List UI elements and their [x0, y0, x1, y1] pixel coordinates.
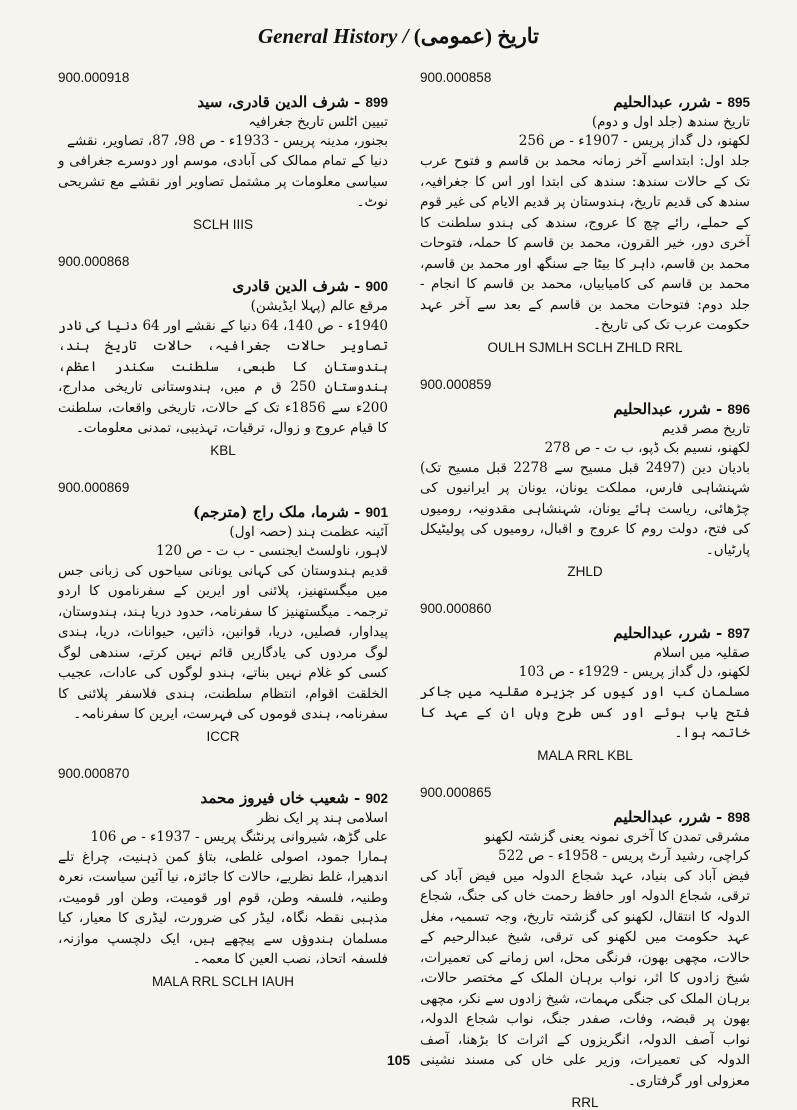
entry-heading: 896 - شرر، عبدالحلیم: [420, 400, 750, 418]
entry-author: شرف الدین قادری، سید: [197, 93, 348, 111]
entry-heading: 897 - شرر، عبدالحلیم: [420, 624, 750, 642]
catalog-entry-897: [420, 601, 750, 763]
library-codes: KBL: [58, 443, 388, 458]
accession-number: 900.000869: [58, 480, 388, 495]
entry-description: مسلمان کب اور کیوں کر جزیرہ صقلیہ میں جاکر فتح یاب ہوئے اور کس طرح وہاں ان کے عہد کا خاتمہ ہوا۔: [420, 682, 750, 744]
entry-author: شرر، عبدالحلیم: [613, 808, 710, 826]
entry-imprint: لکھنو، دل گداز پریس - 1907ء - ص 256: [420, 132, 750, 151]
entry-author: شرر، عبدالحلیم: [613, 400, 710, 418]
entry-title: مشرقی تمدن کا آخری نمونہ یعنی گزشتہ لکھنو: [420, 828, 750, 847]
entry-heading: 895 - شرر، عبدالحلیم: [420, 93, 750, 111]
entry-author: شرر، عبدالحلیم: [613, 93, 710, 111]
right-column: [420, 70, 750, 1030]
entry-description: بادیان دین (2497 قبل مسیح سے 2278 قبل مسیح تک) شہنشاہی فارس، مملکت یونان، یونان پر ایرانیوں کی چڑھائی، ریاست ہائے یونان، شہنشاہی مقدونیہ، رومیوں کی فتح، دولت روم کا عروج و اقبال، رومیوں کی پولیٹیکل پارٹیاں۔: [420, 458, 750, 561]
header-urdu: تاریخ (عمومی): [414, 24, 539, 48]
library-codes: MALA RRL KBL: [420, 748, 750, 763]
catalog-entry-902: [58, 766, 388, 989]
library-codes: ICCR: [58, 729, 388, 744]
entry-imprint: لکھنو، نسیم بک ڈپو، ب ت - ص 278: [420, 439, 750, 458]
entry-imprint: لکھنو، دل گداز پریس - 1929ء - ص 103: [420, 663, 750, 682]
accession-number: 900.000860: [420, 601, 750, 616]
page-number: 105: [0, 1052, 797, 1068]
entry-heading: 901 - شرما، ملک راج (مترجم): [58, 503, 388, 521]
accession-number: 900.000865: [420, 785, 750, 800]
library-codes: MALA RRL SCLH IAUH: [58, 974, 388, 989]
entry-heading: 900 - شرف الدین قادری: [58, 277, 388, 295]
entry-description: دنیا کے تمام ممالک کی آبادی، موسم اور دوسرے جغرافی و سیاسی معلومات پر مشتمل تصاویر اور نقشے مع تشریحی نوٹ۔: [58, 151, 388, 213]
entry-imprint: کراچی، رشید آرٹ پریس - 1958ء - ص 522: [420, 847, 750, 866]
catalog-entry-900: [58, 254, 388, 458]
library-codes: RRL: [420, 1095, 750, 1110]
entry-number: 900: [365, 279, 388, 294]
entry-title: آئینہ عظمت ہند (حصہ اول): [58, 523, 388, 542]
entry-description: قدیم ہندوستان کی کہانی یونانی سیاحوں کی زبانی جس میں میگستھنیز، پلائنی اور ایرین کے سفرناموں کا اردو ترجمہ۔ میگستھنیز کا سفرنامہ، حدود دریا ہند، ہندوستان، پیداوار، فصلیں، دریا، قوانین، ذاتیں، حیوانات، دریا، ہندی لوگ مردوں کی یادگاریں قائم نہیں کرتے، سندھی لوگ کسی کو غلام نہیں بناتے، ہندو لوگوں کی عادات، عجیب الخلقت اقوام، انتظام سلطنت، ہندی فلاسفر پلائنی کا سفرنامہ، ہندی قوموں کی فہرست، ایرین کا سفرنامہ۔: [58, 561, 388, 725]
library-codes: SCLH IIIS: [58, 217, 388, 232]
entry-author: شرف الدین قادری: [232, 277, 348, 295]
header-english: General History /: [258, 24, 409, 48]
entry-title: اسلامی ہند پر ایک نظر: [58, 809, 388, 828]
entry-imprint: علی گڑھ، شیروانی پرنٹنگ پریس - 1937ء - ص 106: [58, 828, 388, 847]
accession-number: 900.000918: [58, 70, 388, 85]
entry-number: 896: [727, 402, 750, 417]
entry-author: شرما، ملک راج (مترجم): [193, 503, 349, 521]
entry-title: تاریخ مصر قدیم: [420, 420, 750, 439]
entry-heading: 899 - شرف الدین قادری، سید: [58, 93, 388, 111]
entry-title: مرقع عالم (پہلا ایڈیشن): [58, 297, 388, 316]
entry-imprint: لاہور، ناولسٹ ایجنسی - ب ت - ص 120: [58, 542, 388, 561]
accession-number: 900.000858: [420, 70, 750, 85]
entry-number: 902: [365, 791, 388, 806]
catalog-entry-899: [58, 70, 388, 232]
entry-number: 898: [727, 810, 750, 825]
catalog-entry-896: [420, 377, 750, 580]
library-codes: ZHLD: [420, 564, 750, 579]
entry-description: فیض آباد کی بنیاد، عہد شجاع الدولہ میں فیض آباد کی ترقی، شجاع الدولہ اور حافظ رحمت خاں کی جنگ، شجاع الدولہ کا انتقال، لکھنو کی گزشتہ تاریخ، وجہ تسمیہ، مغل عہد حکومت میں لکھنو کی ترقی، شیخ عبدالرحیم کے حالات، مچھی بھون، فرنگی محل، اس زمانے کی تعمیرات، شیخ زادوں کا اثر، نواب برہان الملک کے مختصر حالات، برہان الملک کی جنگی مہمات، شیخ زادوں سے نکر، مچھی بھون پر قبضہ، وفات، صفدر جنگ، نواب شجاع الدولہ، نواب آصف الدولہ، انگریزوں کے اثرات کا بڑھنا، آصف الدولہ کی تعمیرات، وزیر علی خاں کی مسند نشینی معزولی اور گرفتاری۔: [420, 866, 750, 1092]
entry-description: 1940ء - ص 140، 64 دنیا کے نقشے اور 64 دنیا کی نادر تصاویر حالات جغرافیہ، حالات تاریخ ہند، ہندوستان کا طبعی، سلطنت سکندر اعظم، ہندوستان 250 ق م میں، ہندوستانی تاریخی مدارج، 200ء سے 1856ء تک کے حالات، تاریخی واقعات، سلطنت کا قیام عروج و زوال، ترقیات، تہذیبی، تمدنی معلومات۔: [58, 316, 388, 439]
accession-number: 900.000859: [420, 377, 750, 392]
entry-author: شرر، عبدالحلیم: [613, 624, 710, 642]
catalog-entry-901: [58, 480, 388, 744]
library-codes: OULH SJMLH SCLH ZHLD RRL: [420, 340, 750, 355]
entry-description: جلد اول: ابتداسے آخر زمانہ محمد بن قاسم و فتوح عرب تک کے حالات سندھ: سندھ کی ابتدا اور اس کا جغرافیہ، سندھ کی قدیم تاریخ، ہندوستان پر قدیم الایام کی غیر قوم کے حملے، رائے چچ کا عروج، سندھ کی ہندو سلطنت کا آخری دور، خیر القرون، محمد بن قاسم کا حملہ، فتوحات محمد بن قاسم، داہر کا بیٹا جے سنگھ اور محمد بن قاسم، محمد بن قاسم کی کامیابیاں، محمد بن قاسم کا انجام - جلد دوم: فتوحات محمد بن قاسم کے بعد سے آخر عہد حکومت عرب تک کی تاریخ۔: [420, 151, 750, 336]
accession-number: 900.000868: [58, 254, 388, 269]
accession-number: 900.000870: [58, 766, 388, 781]
entry-title: تبیین اٹلس تاریخ جغرافیہ: [58, 113, 388, 132]
entry-heading: 902 - شعیب خاں فیروز محمد: [58, 789, 388, 807]
entry-description: ہمارا جمود، اصولی غلطی، بتاؤ کمن ذہنیت، چراغ تلے اندھیرا، غلط نظریے، حالات کا جائزہ، نیا آئین سیاست، نعرہ وطنیہ، فلسفہ وطن، قوم اور قومیت، وطن اور قومیت، مذہبی نقطہ نگاہ، لیڈر کی ضرورت، لیڈری کا معیار، کیا مسلمان ہندوؤں سے پیچھے ہیں، ایک دلچسپ موازنہ، فلسفہ اتحاد، نصب العین کا معمہ۔: [58, 847, 388, 970]
catalog-entry-895: [420, 70, 750, 355]
left-column: [58, 70, 388, 1030]
entry-title: تاریخ سندھ (جلد اول و دوم): [420, 113, 750, 132]
entry-number: 897: [727, 626, 750, 641]
entry-number: 899: [365, 95, 388, 110]
entry-number: 901: [365, 505, 388, 520]
entry-heading: 898 - شرر، عبدالحلیم: [420, 808, 750, 826]
entry-author: شعیب خاں فیروز محمد: [200, 789, 348, 807]
entry-imprint: بجنور، مدینہ پریس - 1933ء - ص 98، 87، تصاویر، نقشے: [58, 132, 388, 151]
entry-number: 895: [727, 95, 750, 110]
page-header: [0, 24, 797, 49]
entry-title: صقلیہ میں اسلام: [420, 644, 750, 663]
